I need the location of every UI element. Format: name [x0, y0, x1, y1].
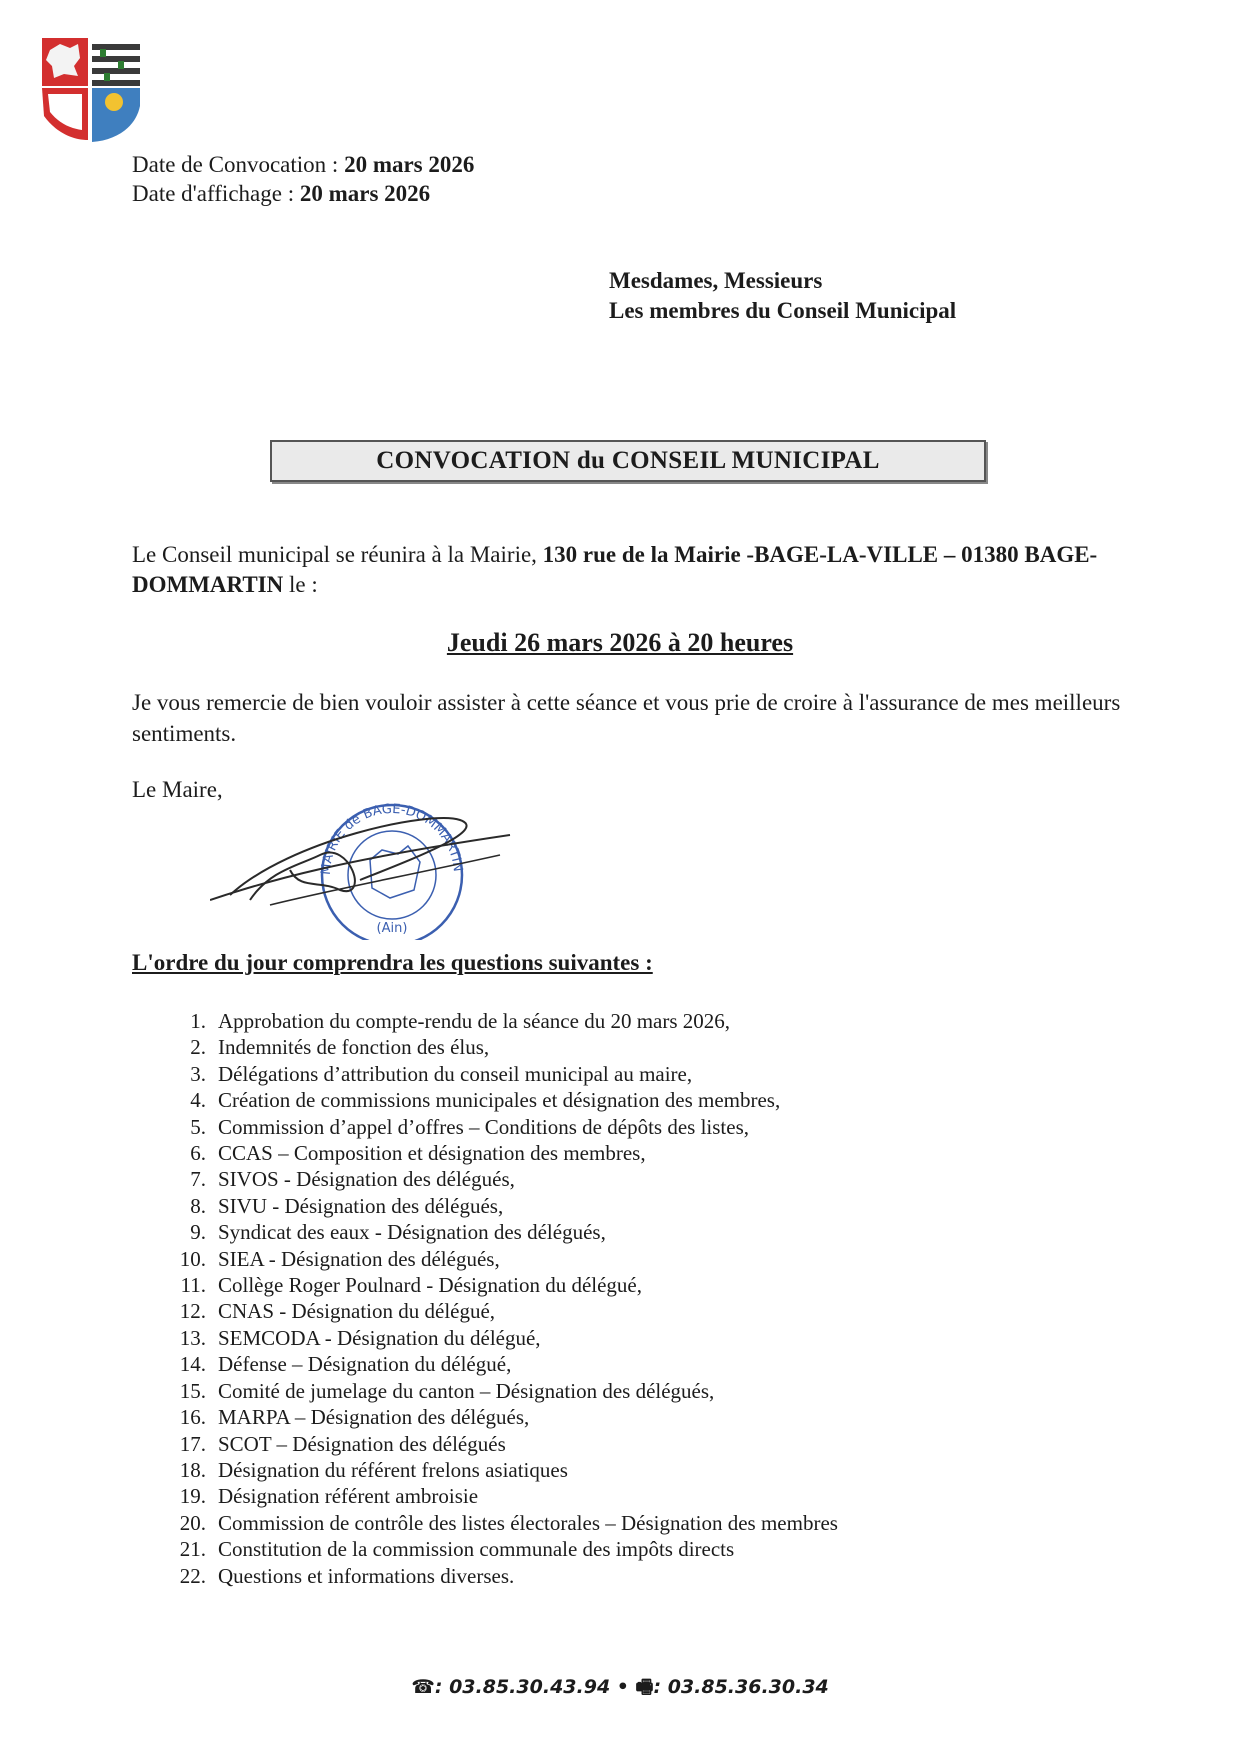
intro-text-end: le : — [283, 572, 318, 597]
agenda-list — [160, 1008, 838, 1589]
recipients-block — [609, 266, 956, 326]
agenda-item-text: Désignation référent ambroisie — [218, 1484, 479, 1509]
agenda-item-text: SIVOS - Désignation des délégués, — [218, 1167, 515, 1192]
seal-text-bottom: (Ain) — [376, 921, 408, 936]
agenda-item-number: 9. — [190, 1220, 206, 1245]
affichage-date-label: Date d'affichage : — [132, 181, 300, 206]
agenda-item-number: 7. — [190, 1167, 206, 1192]
agenda-item-number: 22. — [179, 1563, 206, 1588]
agenda-item-text: Indemnités de fonction des élus, — [218, 1035, 490, 1060]
agenda-item-text: Commission d’appel d’offres – Conditions de dépôts des listes, — [218, 1114, 749, 1139]
agenda-item-number: 19. — [179, 1484, 206, 1509]
agenda-item — [160, 1563, 838, 1589]
recipients-line-2: Les membres du Conseil Municipal — [609, 298, 957, 323]
agenda-item-number: 21. — [179, 1537, 206, 1562]
agenda-item-number: 11. — [180, 1273, 206, 1298]
agenda-item-number: 1. — [190, 1009, 206, 1033]
footer-phone: : 03.85.30.43.94 — [434, 1676, 611, 1698]
agenda-item — [160, 1087, 838, 1113]
agenda-item-text: Comité de jumelage du canton – Désignation des délégués, — [218, 1378, 715, 1403]
agenda-item-text: Création de commissions municipales et désignation des membres, — [218, 1088, 781, 1113]
agenda-item-text: Syndicat des eaux - Désignation des délégués, — [218, 1220, 606, 1245]
agenda-item — [160, 1325, 838, 1351]
agenda-item — [160, 1457, 838, 1483]
mayor-seal-and-signature-icon — [210, 780, 530, 940]
agenda-item-text: CCAS – Composition et désignation des membres, — [218, 1141, 646, 1166]
agenda-item — [160, 1536, 838, 1562]
dates-block — [132, 150, 474, 208]
agenda-item — [160, 1483, 838, 1509]
intro-text: Le Conseil municipal se réunira à la Mairie, — [132, 542, 543, 567]
agenda-item-number: 14. — [179, 1352, 206, 1377]
agenda-item-number: 4. — [190, 1088, 206, 1113]
document-title: CONVOCATION du CONSEIL MUNICIPAL — [270, 440, 986, 482]
agenda-heading: L'ordre du jour comprendra les questions suivantes : — [132, 950, 653, 975]
agenda-item-text: Délégations d’attribution du conseil municipal au maire, — [218, 1061, 693, 1086]
municipal-crest-icon — [40, 36, 144, 144]
agenda-item-text: SIEA - Désignation des délégués, — [218, 1246, 500, 1271]
agenda-item-number: 18. — [179, 1457, 206, 1482]
agenda-item — [160, 1061, 838, 1087]
telephone-icon: ☎ — [411, 1676, 435, 1698]
agenda-item — [160, 1510, 838, 1536]
signer-label: Le Maire, — [132, 777, 223, 802]
agenda-item-number: 6. — [190, 1141, 206, 1166]
agenda-item-number: 8. — [190, 1193, 206, 1218]
agenda-item-number: 15. — [179, 1378, 206, 1403]
agenda-item-text: Approbation du compte-rendu de la séance du 20 mars 2026, — [218, 1009, 731, 1033]
agenda-item-text: Constitution de la commission communale des impôts directs — [218, 1537, 735, 1562]
agenda-item — [160, 1246, 838, 1272]
agenda-item-text: MARPA – Désignation des délégués, — [218, 1405, 530, 1430]
footer-fax: : 03.85.36.30.34 — [653, 1676, 829, 1698]
agenda-item-text: Questions et informations diverses. — [218, 1563, 515, 1588]
agenda-item-number: 5. — [190, 1114, 206, 1139]
agenda-item-text: CNAS - Désignation du délégué, — [218, 1299, 496, 1324]
intro-paragraph — [132, 540, 1122, 600]
thanks-paragraph: Je vous remercie de bien vouloir assister à cette séance et vous prie de croire à l'assurance de mes meilleurs sentiments. — [132, 690, 1121, 746]
agenda-item-text: SCOT – Désignation des délégués — [218, 1431, 506, 1456]
meeting-address: 130 rue de la Mairie -BAGE-LA-VILLE – 01380 BAGE-DOMMARTIN — [132, 542, 1098, 597]
recipients-line-1: Mesdames, Messieurs — [609, 268, 823, 293]
agenda-item-text: SIVU - Désignation des délégués, — [218, 1193, 504, 1218]
agenda-item — [160, 1219, 838, 1245]
agenda-item — [160, 1351, 838, 1377]
agenda-item-number: 12. — [179, 1299, 206, 1324]
agenda-item-number: 17. — [179, 1431, 206, 1456]
agenda-item-text: Commission de contrôle des listes électorales – Désignation des membres — [218, 1510, 838, 1535]
agenda-item — [160, 1140, 838, 1166]
seal-text-top: MAIRIE de BAGE-DOMMARTIN — [318, 801, 466, 876]
agenda-item-number: 10. — [179, 1246, 206, 1271]
agenda-item-number: 16. — [179, 1405, 206, 1430]
agenda-item — [160, 1166, 838, 1192]
affichage-date: 20 mars 2026 — [299, 181, 431, 206]
agenda-item — [160, 1114, 838, 1140]
convocation-date-line — [132, 150, 474, 179]
agenda-item — [160, 1008, 838, 1034]
agenda-item-text: Défense – Désignation du délégué, — [218, 1352, 512, 1377]
affichage-date-line — [132, 179, 474, 208]
footer-contact — [0, 1673, 1240, 1705]
agenda-item-text: Collège Roger Poulnard - Désignation du délégué, — [218, 1273, 642, 1298]
fax-icon: 🖷 — [635, 1676, 654, 1698]
agenda-item-text: SEMCODA - Désignation du délégué, — [218, 1325, 541, 1350]
agenda-item — [160, 1272, 838, 1298]
agenda-item — [160, 1431, 838, 1457]
agenda-item — [160, 1034, 838, 1060]
agenda-item — [160, 1193, 838, 1219]
agenda-item-number: 2. — [190, 1035, 206, 1060]
footer-separator: • — [610, 1676, 636, 1698]
convocation-date: 20 mars 2026 — [344, 152, 475, 177]
agenda-item — [160, 1298, 838, 1324]
agenda-item-number: 3. — [190, 1061, 206, 1086]
agenda-item — [160, 1404, 838, 1430]
agenda-item-number: 20. — [179, 1510, 206, 1535]
convocation-date-label: Date de Convocation : — [132, 152, 345, 177]
meeting-datetime: Jeudi 26 mars 2026 à 20 heures — [446, 628, 794, 657]
agenda-item-number: 13. — [179, 1325, 206, 1350]
agenda-item — [160, 1378, 838, 1404]
agenda-item-text: Désignation du référent frelons asiatiques — [218, 1457, 568, 1482]
